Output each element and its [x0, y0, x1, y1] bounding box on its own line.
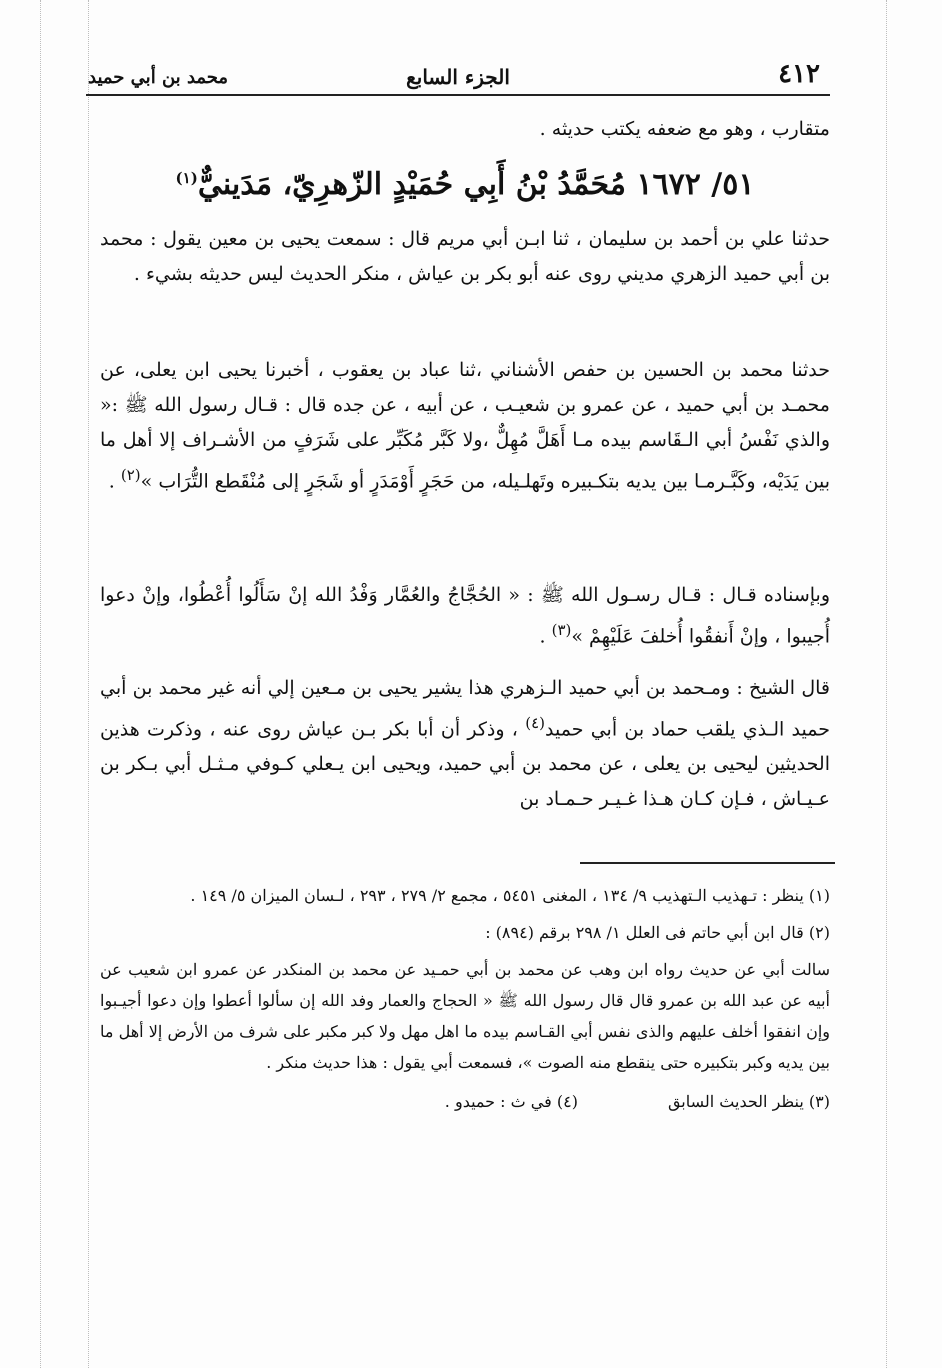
footnote-4: (٤) في ث : حميدو . [444, 1092, 578, 1111]
page-number: ٤١٢ [778, 59, 820, 89]
paragraph-text: وبإسناده قـال : قـال رسـول الله ﷺ : « الحُجَّاجُ والعُمَّار وَفْدُ الله إنْ سَأَلُوا أُعْطُوا، وإنْ دعوا أُجيبوا ، وإنْ أَنفقُوا أُخلفَ عَلَيْهِمْ » [100, 584, 830, 648]
page-header [88, 55, 828, 99]
footnote-rule [580, 862, 835, 864]
footnote-ref: (٢) [120, 466, 141, 484]
paragraph-1 [100, 222, 830, 292]
paragraph-text: حدثنا علي بن أحمد بن سليمان ، ثنا ابـن أبي مريم قال : سمعت يحيى بن معين يقول : محمد بن أبي حميد الزهري مديني روى عنه أبو بكر بن عياش ، منكر الحديث ليس حديثه بشيء . [100, 228, 830, 285]
header-rule [86, 94, 830, 96]
scan-margin-line [886, 0, 887, 1368]
footnote-3: (٣) ينظر الحديث السابق [667, 1092, 830, 1111]
paragraph-text: قال الشيخ : ومـحمد بن أبي حميد الـزهري هذا يشير يحيى بن مـعين إلي أنه غير محمد بن أبي حميد الـذي يلقب حماد بن أبي حميد [100, 677, 830, 741]
footnote-2-intro: (٢) قال ابن أبي حاتم فى العلل ١/ ٢٩٨ برقم (٨٩٤) : [485, 923, 830, 942]
volume-title: الجزء السابع [406, 65, 510, 89]
footnote-1: (١) ينظر : تـهذيب الـتهذيب ٩/ ١٣٤ ، المغنى ٥٤٥١ ، مجمع ٢/ ٢٧٩ ، ٢٩٣ ، لـسان الميزان ٥/ ١٤٩ . [190, 886, 830, 905]
footnote-ref: (٤) [525, 714, 546, 732]
scan-margin-line [88, 0, 89, 1368]
paragraph-text: ، وذكر أن أبا بكر بـن عياش روى عنه ، وذكرت هذين الحديثين ليحيى بن يعلى ، عن محمد بن أبي حميد، ويحيى ابن يـعلي كـوفي مـثـل أبي بـكر بن عـيـاش ، فـإن كـان هـذا غـيـر حـمـاد بن [100, 718, 830, 811]
footnote-2-text: سالت أبي عن حديث رواه ابن وهب عن محمد بن أبي حمـيد عن محمد بن المنكدر عن عمرو ابن شعيب عن أبيه عن عبد الله بن عمرو قال قال رسول الله ﷺ « الحجاج والعمار وفد الله إن سألوا أعطوا وإن دعوا أجيـبوا وإن انفقوا أخلف عليهم والذى نفس أبي القـاسم بيده ما اهل مهل ولا كبر مكبر على شرف من الأرض إلا أهل ما بين يديه وكبر بتكبيره حتى ينقطع منه الصوت »، فسمعت أبي يقول : هذا حديث منكر . [100, 960, 830, 1072]
paragraph-2: حدثنا محمد بن الحسين بن حفص الأشناني ،ثنا عباد بن يعقوب ، أخبرنا يحيى ابن يعلى، عن محمـد بن أبي حميد ، عن عمرو بن شعيـب ، عن أبيه ، عن جده قال : قـال رسول الله ﷺ :« والذي نَفْسُ أبي الـقَاسم بيده مـا أَهَلَّ مُهِلٌّ ،ولا كَبَّر مُكَبِّر على شَرَفٍ من الأشـراف إلا أهل ما بين يَدَيْه، وكَبَّـرمـا بين يديه بتكـبيره وتَهلـيله، من حَجَرٍ أَوْمَدَرٍ أو شَجَرٍ إلى مُنْقَطع التُّرَاب »$^{(٢)}$ . [100, 359, 830, 493]
entry-heading-text: ٥١/ ١٦٧٢ مُحَمَّدُ بْنُ أَبِي حُمَيْدٍ الزّهرِيّ، مَدَينيٌّ [197, 167, 755, 202]
footnotes [100, 880, 830, 1117]
paragraph-3: وبإسناده قـال : قـال رسـول الله ﷺ : « الحُجَّاجُ والعُمَّار وَفْدُ الله إنْ سَأَلُوا أُعْطُوا، وإنْ دعوا أُجيبوا ، وإنْ أَنفقُوا أُخلفَ عَلَيْهِمْ »$^{(٣)}$ . [100, 584, 830, 648]
footnote-row [100, 1086, 830, 1117]
running-head: محمد بن أبي حميد [88, 67, 229, 88]
continuation-text [100, 112, 830, 147]
paragraph-text: حدثنا محمد بن الحسين بن حفص الأشناني ،ثنا عباد بن يعقوب ، أخبرنا يحيى ابن يعلى، عن محمـد بن أبي حميد ، عن عمرو بن شعيـب ، عن أبيه ، عن جده قال : قـال رسول الله ﷺ :« والذي نَفْسُ أبي الـقَاسم بيده مـا أَهَلَّ مُهِلٌّ ،ولا كَبَّر مُكَبِّر على شَرَفٍ من الأشـراف إلا أهل ما بين يَدَيْه، وكَبَّـرمـا بين يديه بتكـبيره وتَهلـيله، من حَجَرٍ أَوْمَدَرٍ أو شَجَرٍ إلى مُنْقَطع التُّرَاب » [100, 359, 830, 493]
scan-margin-line [40, 0, 41, 1368]
footnote-ref: (١) [175, 169, 198, 187]
continuation-line: متقارب ، وهو مع ضعفه يكتب حديثه . [539, 118, 830, 140]
paragraph-4 [100, 671, 830, 817]
entry-heading [100, 153, 830, 210]
footnote-ref: (٣) [551, 621, 572, 639]
